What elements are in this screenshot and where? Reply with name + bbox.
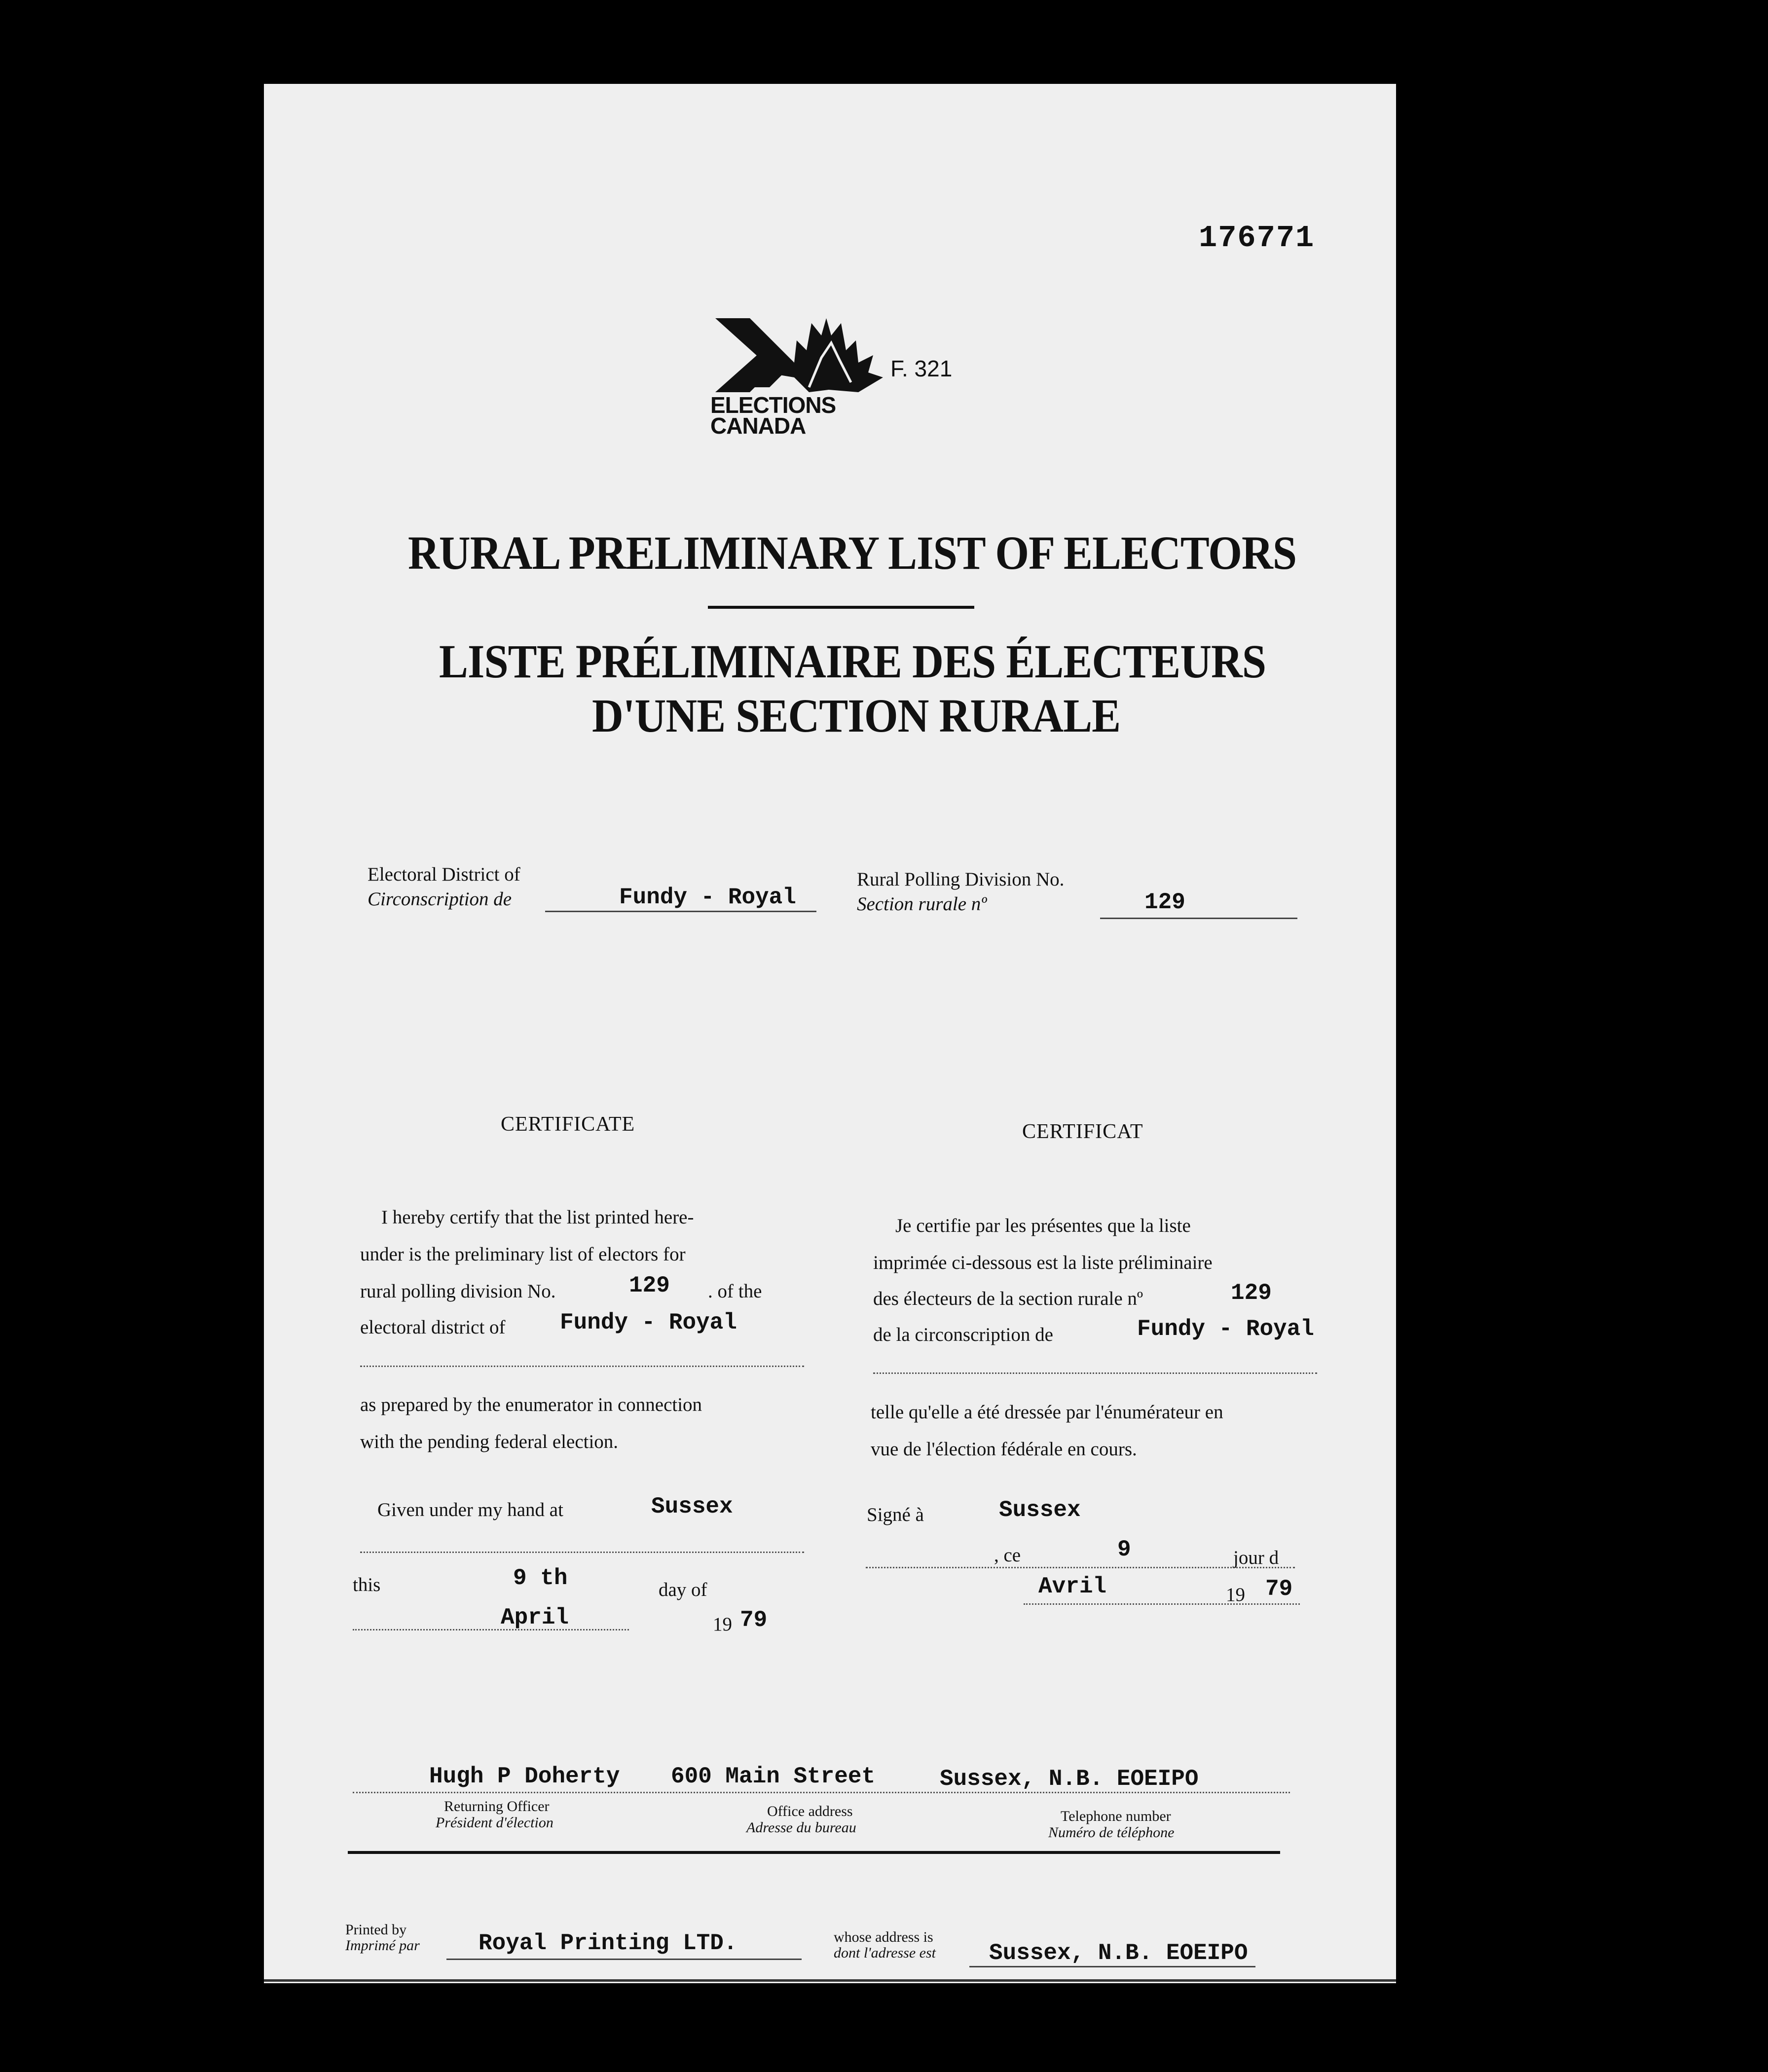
officer-name: Hugh P Doherty bbox=[429, 1764, 620, 1789]
printer-address-value: Sussex, N.B. EOEIPO bbox=[989, 1940, 1248, 1966]
maple-leaf-x-icon bbox=[710, 313, 893, 397]
day-value-fr: 9 bbox=[1117, 1537, 1131, 1562]
title-french-line1: LISTE PRÉLIMINAIRE DES ÉLECTEURS bbox=[439, 635, 1266, 688]
officer-name-label-en: Returning Officer bbox=[444, 1798, 550, 1814]
elections-canada-logo bbox=[710, 313, 908, 439]
cert-en-line4-pre: electoral district of bbox=[360, 1317, 506, 1338]
cert-fr-line2: imprimée ci-dessous est la liste préliminaire bbox=[873, 1252, 1213, 1273]
title-french-line2: D'UNE SECTION RURALE bbox=[592, 689, 1121, 742]
cert-fr-line6: vue de l'élection fédérale en cours. bbox=[871, 1439, 1137, 1460]
phone-label-fr: Numéro de téléphone bbox=[1048, 1824, 1175, 1841]
cert-fr-district-value: Fundy - Royal bbox=[1137, 1316, 1314, 1342]
given-label: Given under my hand at bbox=[377, 1499, 563, 1520]
polling-label-en: Rural Polling Division No. bbox=[857, 869, 1065, 890]
office-address-label-en: Office address bbox=[767, 1803, 853, 1819]
cert-en-district-value: Fundy - Royal bbox=[560, 1310, 737, 1335]
logo-line1: ELECTIONS bbox=[710, 392, 836, 418]
day-of-label: day of bbox=[659, 1579, 707, 1600]
cert-en-line3-pre: rural polling division No. bbox=[360, 1281, 556, 1302]
year-value-fr: 79 bbox=[1265, 1576, 1293, 1602]
district-label-fr: Circonscription de bbox=[368, 888, 512, 910]
cert-en-line6: with the pending federal election. bbox=[360, 1431, 619, 1452]
this-label: this bbox=[353, 1574, 381, 1595]
cert-fr-line1: Je certifie par les présentes que la liste bbox=[895, 1215, 1191, 1236]
logo-line2: CANADA bbox=[710, 413, 806, 439]
certificate-heading-en: CERTIFICATE bbox=[501, 1113, 635, 1136]
year-value-en: 79 bbox=[740, 1607, 768, 1633]
district-value: Fundy - Royal bbox=[619, 885, 796, 910]
cert-fr-line5: telle qu'elle a été dressée par l'énumérateur en bbox=[871, 1402, 1223, 1423]
printer-address-label-fr: dont l'adresse est bbox=[834, 1945, 936, 1961]
printer-value: Royal Printing LTD. bbox=[479, 1930, 737, 1956]
signature-divider bbox=[348, 1851, 1280, 1854]
officer-address: 600 Main Street bbox=[671, 1764, 876, 1789]
printed-by-label-fr: Imprimé par bbox=[345, 1937, 420, 1954]
form-code: F. 321 bbox=[890, 356, 953, 381]
month-value-en: April bbox=[501, 1605, 569, 1630]
title-divider bbox=[708, 606, 974, 609]
cert-fr-line3-pre: des électeurs de la section rurale nº bbox=[873, 1288, 1143, 1309]
polling-label-fr: Section rurale nº bbox=[857, 893, 987, 915]
officer-name-label-fr: Président d'élection bbox=[436, 1814, 553, 1831]
certificate-heading-fr: CERTIFICAT bbox=[1022, 1120, 1143, 1143]
year-prefix-en: 19 bbox=[713, 1614, 732, 1635]
cert-en-line1: I hereby certify that the list printed here- bbox=[381, 1207, 694, 1228]
page-bottom-edge bbox=[264, 1979, 1396, 1982]
phone-label-en: Telephone number bbox=[1061, 1808, 1171, 1824]
printed-by-label-en: Printed by bbox=[345, 1922, 407, 1938]
document-page bbox=[264, 84, 1396, 1983]
district-label-en: Electoral District of bbox=[368, 864, 520, 885]
signe-value: Sussex bbox=[999, 1497, 1081, 1523]
office-address-label-fr: Adresse du bureau bbox=[746, 1819, 856, 1836]
day-value-en: 9 th bbox=[513, 1565, 568, 1591]
cert-en-line3-post: . of the bbox=[708, 1281, 762, 1302]
cert-en-line2: under is the preliminary list of electors for bbox=[360, 1244, 686, 1265]
given-value: Sussex bbox=[651, 1494, 733, 1519]
cert-en-division-value: 129 bbox=[629, 1273, 670, 1298]
polling-value: 129 bbox=[1144, 889, 1185, 915]
cert-fr-division-value: 129 bbox=[1231, 1280, 1272, 1306]
form-number: 176771 bbox=[1199, 221, 1315, 256]
title-english: RURAL PRELIMINARY LIST OF ELECTORS bbox=[408, 526, 1297, 579]
signe-label: Signé à bbox=[867, 1504, 924, 1525]
jour-label: jour d bbox=[1233, 1547, 1279, 1568]
month-value-fr: Avril bbox=[1038, 1574, 1107, 1599]
year-prefix-fr: 19 bbox=[1226, 1584, 1245, 1605]
cert-en-line5: as prepared by the enumerator in connection bbox=[360, 1394, 702, 1415]
ce-label: , ce bbox=[994, 1545, 1021, 1566]
printer-address-label-en: whose address is bbox=[834, 1929, 933, 1945]
officer-phone: Sussex, N.B. EOEIPO bbox=[940, 1766, 1199, 1792]
cert-fr-line4-pre: de la circonscription de bbox=[873, 1324, 1053, 1345]
